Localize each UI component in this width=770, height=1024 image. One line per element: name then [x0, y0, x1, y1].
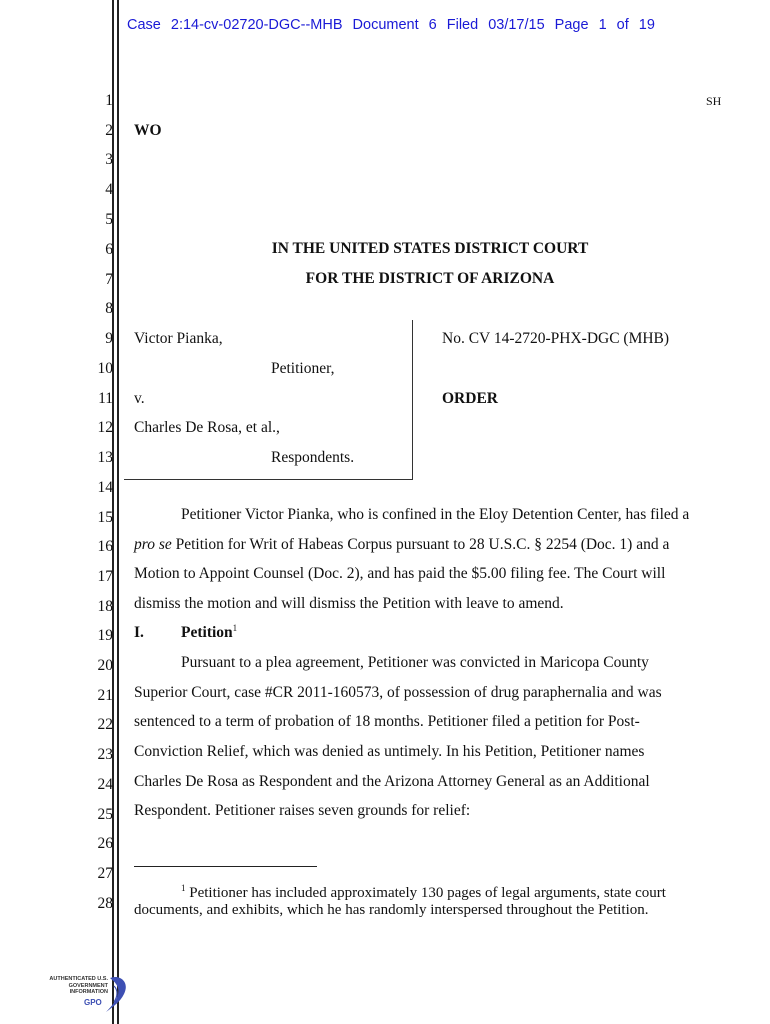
- petitioner-name: Victor Pianka,: [134, 330, 223, 347]
- court-title-line-2: FOR THE DISTRICT OF ARIZONA: [305, 270, 555, 287]
- gpo-authentication-seal: [44, 972, 134, 1020]
- line-number: 2: [105, 122, 113, 139]
- line-number: 21: [97, 687, 113, 704]
- caption-divider-horizontal: [124, 479, 413, 480]
- intro-line-2-text: Petition for Writ of Habeas Corpus pursuant to 28 U.S.C. § 2254 (Doc. 1) and a: [171, 536, 670, 553]
- versus: v.: [134, 390, 145, 407]
- body-line-3: sentenced to a term of probation of 18 months. Petitioner filed a petition for Post-: [134, 713, 640, 730]
- line-number: 9: [105, 330, 113, 347]
- intro-line-3: Motion to Appoint Counsel (Doc. 2), and has paid the $5.00 filing fee. The Court will: [134, 565, 666, 582]
- line-number: 22: [97, 716, 113, 733]
- case-number: No. CV 14-2720-PHX-DGC (MHB): [442, 330, 670, 347]
- footnote-text-1: Petitioner has included approximately 130 pages of legal arguments, state court: [185, 885, 666, 901]
- line-number: 24: [97, 776, 113, 793]
- court-title-line-1: IN THE UNITED STATES DISTRICT COURT: [271, 240, 589, 257]
- footnote-ref: 1: [232, 622, 238, 633]
- intro-line-1: Petitioner Victor Pianka, who is confined in the Eloy Detention Center, has filed a: [181, 506, 690, 523]
- footnote-number: 1: [181, 883, 186, 893]
- respondent-name: Charles De Rosa, et al.,: [134, 419, 280, 436]
- gpo-label: GPO: [84, 998, 102, 1007]
- body-line-6: Respondent. Petitioner raises seven grounds for relief:: [134, 802, 471, 819]
- line-number: 23: [97, 746, 113, 763]
- line-number: 28: [97, 895, 113, 912]
- gpo-eagle-icon: [44, 972, 134, 1020]
- seal-text: AUTHENTICATED U.S. GOVERNMENT INFORMATION: [49, 976, 108, 995]
- document-type: ORDER: [442, 390, 498, 407]
- line-number: 19: [97, 627, 113, 644]
- line-number: 14: [97, 479, 113, 496]
- line-number: 7: [105, 271, 113, 288]
- line-number: 3: [105, 151, 113, 168]
- petitioner-role: Petitioner,: [271, 360, 335, 377]
- left-margin-rule-2: [117, 0, 119, 1024]
- line-number: 27: [97, 865, 113, 882]
- body-line-1: Pursuant to a plea agreement, Petitioner was convicted in Maricopa County: [181, 654, 649, 671]
- section-heading: [181, 624, 237, 642]
- respondent-role: Respondents.: [271, 449, 355, 466]
- footnote-line-1: [181, 885, 666, 902]
- line-number: 8: [105, 300, 113, 317]
- line-number: 1: [105, 92, 113, 109]
- body-line-5: Charles De Rosa as Respondent and the Arizona Attorney General as an Additional: [134, 773, 650, 790]
- section-number: I.: [134, 624, 144, 641]
- initials: SH: [706, 94, 722, 108]
- line-number: 13: [97, 449, 113, 466]
- line-number: 15: [97, 509, 113, 526]
- line-number: 16: [97, 538, 113, 555]
- line-number: 4: [105, 181, 113, 198]
- intro-line-4: dismiss the motion and will dismiss the Petition with leave to amend.: [134, 595, 564, 612]
- line-number: 26: [97, 835, 113, 852]
- wo-mark: WO: [134, 122, 162, 139]
- pro-se-italic: pro se: [134, 536, 172, 553]
- line-number: 18: [97, 598, 113, 615]
- line-number: 10: [97, 360, 113, 377]
- footnote-rule: [134, 866, 317, 867]
- line-number: 12: [97, 419, 113, 436]
- body-line-2: Superior Court, case #CR 2011-160573, of possession of drug paraphernalia and was: [134, 684, 662, 701]
- footnote-line-2: documents, and exhibits, which he has randomly interspersed throughout the Petition.: [134, 902, 649, 918]
- line-number: 25: [97, 806, 113, 823]
- line-number: 6: [105, 241, 113, 258]
- intro-line-2: [134, 536, 669, 554]
- line-number: 11: [98, 390, 113, 407]
- body-line-4: Conviction Relief, which was denied as untimely. In his Petition, Petitioner names: [134, 743, 645, 760]
- line-number: 17: [97, 568, 113, 585]
- section-title: Petition: [181, 624, 233, 641]
- case-header-stamp: Case 2:14-cv-02720-DGC--MHB Document 6 Filed 03/17/15 Page 1 of 19: [127, 17, 655, 33]
- caption-divider-vertical: [412, 320, 413, 479]
- line-number: 5: [105, 211, 113, 228]
- line-number: 20: [97, 657, 113, 674]
